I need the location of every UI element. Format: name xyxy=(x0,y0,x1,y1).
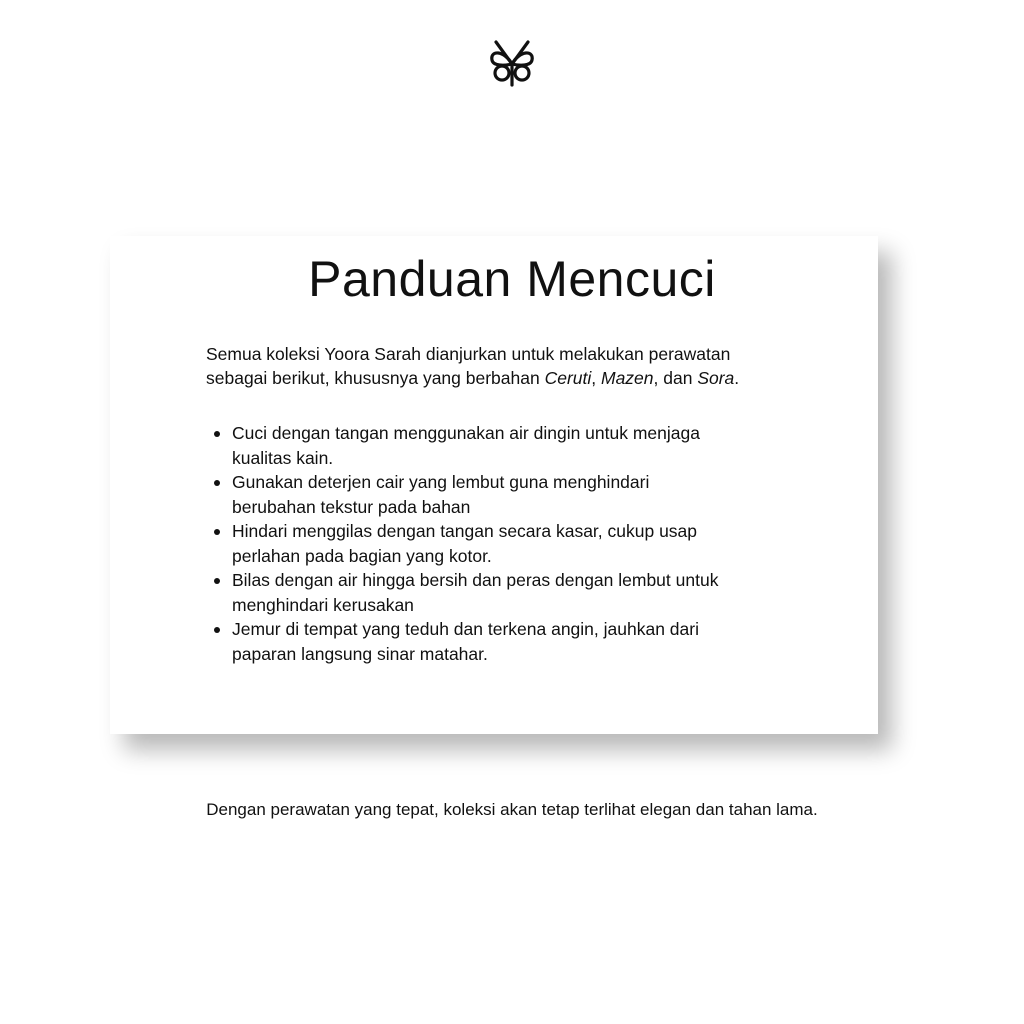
item-line: Jemur di tempat yang teduh dan terkena angin, jauhkan dari xyxy=(232,619,699,639)
list-item xyxy=(214,617,718,666)
separator: , xyxy=(591,368,601,388)
list-item xyxy=(214,470,718,519)
item-line: Gunakan deterjen cair yang lembut guna menghindari xyxy=(232,472,650,492)
care-instructions-list xyxy=(214,421,718,666)
intro-line-2 xyxy=(206,366,739,390)
item-line: perlahan pada bagian yang kotor. xyxy=(232,545,492,566)
fabric-ceruti: Ceruti xyxy=(544,368,592,388)
list-item xyxy=(214,568,718,617)
item-line: kualitas kain. xyxy=(232,447,334,468)
footer-note: Dengan perawatan yang tepat, koleksi akan tetap terlihat elegan dan tahan lama. xyxy=(206,800,818,819)
butterfly-logo-icon xyxy=(486,38,538,88)
item-line: paparan langsung sinar matahar. xyxy=(232,643,488,664)
page-title: Panduan Mencuci xyxy=(308,251,716,307)
intro-line-1: Semua koleksi Yoora Sarah dianjurkan untuk melakukan perawatan xyxy=(206,344,731,364)
fabric-mazen: Mazen xyxy=(601,368,654,388)
intro-text: sebagai berikut, khususnya yang berbahan xyxy=(206,368,545,388)
item-line: berubahan tekstur pada bahan xyxy=(232,496,471,517)
list-item xyxy=(214,519,718,568)
item-line: Bilas dengan air hingga bersih dan peras dengan lembut untuk xyxy=(232,570,719,590)
period: . xyxy=(734,368,740,388)
item-line: Hindari menggilas dengan tangan secara kasar, cukup usap xyxy=(232,521,698,541)
fabric-sora: Sora xyxy=(697,368,735,388)
intro-paragraph xyxy=(206,342,739,390)
separator: , dan xyxy=(653,368,698,388)
item-line: menghindari kerusakan xyxy=(232,594,414,615)
item-line: Cuci dengan tangan menggunakan air dingin untuk menjaga xyxy=(232,423,700,443)
list-item xyxy=(214,421,718,470)
